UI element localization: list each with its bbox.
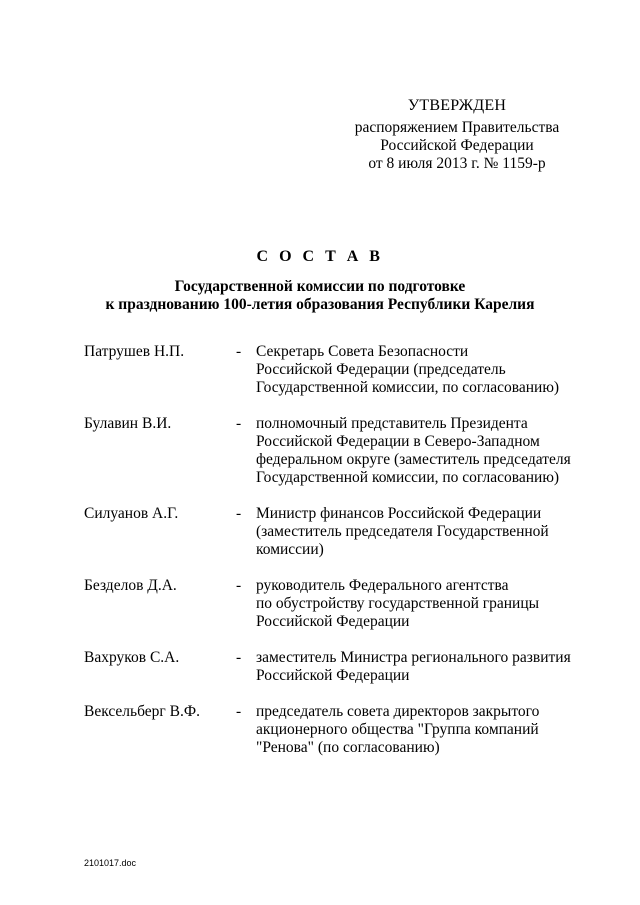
member-list xyxy=(84,343,584,775)
member-dash: - xyxy=(236,343,242,360)
role-line: Российской Федерации в Северо-Западном xyxy=(256,433,540,450)
role-line: Российской Федерации (председатель xyxy=(256,361,506,378)
approval-stamp xyxy=(352,97,562,173)
heading-line: к празднованию 100-летия образования Республики Карелия xyxy=(105,296,535,313)
member-row xyxy=(84,343,584,397)
role-line: (заместитель председателя Государственной xyxy=(256,523,549,540)
member-dash: - xyxy=(236,649,242,666)
role-line: Государственной комиссии, по согласованию) xyxy=(256,469,560,486)
member-dash: - xyxy=(236,505,242,522)
role-line: председатель совета директоров закрытого xyxy=(256,703,540,720)
member-dash: - xyxy=(236,415,242,432)
role-line: "Ренова" (по согласованию) xyxy=(256,739,440,756)
heading-title: С О С Т А В xyxy=(256,248,384,265)
member-dash: - xyxy=(236,703,242,720)
member-name: Вахруков С.А. xyxy=(84,649,180,666)
member-dash: - xyxy=(236,577,242,594)
member-row xyxy=(84,415,584,487)
member-role xyxy=(256,703,584,757)
heading-line: Государственной комиссии по подготовке xyxy=(174,278,466,295)
role-line: комиссии) xyxy=(256,541,324,558)
member-role xyxy=(256,343,584,397)
role-line: руководитель Федерального агентства xyxy=(256,577,509,594)
member-name: Вексельберг В.Ф. xyxy=(84,703,200,720)
approval-line: распоряжением Правительства xyxy=(354,119,560,136)
member-row xyxy=(84,649,584,685)
member-row xyxy=(84,505,584,559)
member-name: Булавин В.И. xyxy=(84,415,172,432)
approval-line: от 8 июля 2013 г. № 1159-р xyxy=(368,155,546,172)
approval-line: Российской Федерации xyxy=(380,137,534,154)
member-role xyxy=(256,505,584,559)
role-line: полномочный представитель Президента xyxy=(256,415,528,432)
member-name: Безделов Д.А. xyxy=(84,577,177,594)
role-line: Государственной комиссии, по согласованию) xyxy=(256,379,560,396)
role-line: по обустройству государственной границы xyxy=(256,595,540,612)
role-line: Министр финансов Российской Федерации xyxy=(256,505,542,522)
role-line: Секретарь Совета Безопасности xyxy=(256,343,469,360)
member-role xyxy=(256,649,584,685)
role-line: Российской Федерации xyxy=(256,613,410,630)
document-heading xyxy=(60,248,580,314)
role-line: заместитель Министра регионального развития xyxy=(256,649,571,666)
role-line: федеральном округе (заместитель председателя xyxy=(256,451,571,468)
member-row xyxy=(84,703,584,757)
role-line: акционерного общества "Группа компаний xyxy=(256,721,539,738)
member-role xyxy=(256,415,584,487)
footer-file-name: 2101017.doc xyxy=(84,858,137,868)
member-name: Патрушев Н.П. xyxy=(84,343,185,360)
member-role xyxy=(256,577,584,631)
role-line: Российской Федерации xyxy=(256,667,410,684)
member-row xyxy=(84,577,584,631)
member-name: Силуанов А.Г. xyxy=(84,505,179,522)
approved-title: УТВЕРЖДЕН xyxy=(407,97,507,114)
